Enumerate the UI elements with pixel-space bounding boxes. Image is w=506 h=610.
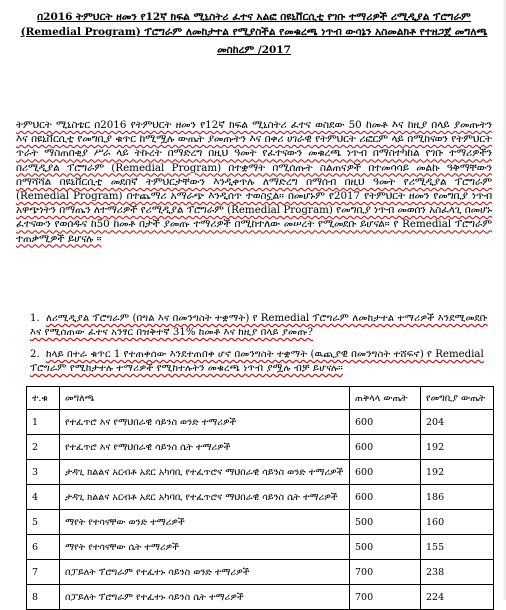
question-number: 2.	[30, 349, 40, 360]
row-description: በፓይለት ፕሮግራም የተፈተኑ ሳይንስ ሴት ተማሪዎች	[60, 585, 350, 610]
header-cutoff: የመግቢያ ውጤት	[421, 387, 494, 410]
row-number: 8	[27, 585, 60, 610]
row-description: የተፈጥሮ እና የማህበራዊ ሳይንስ ሴት ተማሪዎች	[60, 435, 350, 460]
row-number: 1	[27, 410, 60, 435]
row-total: 500	[350, 535, 421, 560]
row-cutoff: 192	[421, 460, 494, 485]
document-date: መስከረም /2017	[217, 44, 291, 56]
table-row	[27, 585, 494, 610]
question-item	[30, 312, 492, 340]
table-row	[27, 510, 494, 535]
table-row	[27, 535, 494, 560]
header-number: ተ.ቁ	[27, 387, 60, 410]
row-number: 3	[27, 460, 60, 485]
title-text: በ2016 ትምህርት ዘመን የ12ኛ ክፍል ሚኒስትሪ ፈተና አልፎ በዩኒቨርሲቲ የገቡ ተማሪዎች ሪሚዲያል ፕሮግራም (Remedial Program) ፕሮግራም ለመከታተል የሚያስችል የመቁረጫ ነጥብ ውሳኔን አስመልክቶ የተዘጋጀ መግለጫ	[20, 11, 488, 38]
row-cutoff: 160	[421, 510, 494, 535]
cutoff-table	[26, 386, 494, 610]
question-text: ለሪሚዲያል ፕሮግራም (በግል እና በመንግስት ተቋማት) የ Remedial ፕሮግራም ለመከታተል ተማሪዎች እንደሚመደቡ እና የሚሰጠው ፈተና አንፃር በዝቅተኛ 31% ከመቶ እና ከዚያ በላይ ያመጡ?	[30, 313, 488, 338]
table-row	[27, 560, 494, 585]
header-total: ጠቅላላ ውጤት	[350, 387, 421, 410]
row-number: 6	[27, 535, 60, 560]
row-number: 4	[27, 485, 60, 510]
table-row	[27, 410, 494, 435]
row-description: ማየት የተሳናቸው ሴት ተማሪዎች	[60, 535, 350, 560]
question-text: ከላይ በተራ ቁጥር 1 የተጠቀሰው እንደተጠበቀ ሆኖ በመንግስት ተቋማት (ዉጪያዊ በመንግስት ተሸፍኖ) የ Remedial ፕሮግራም የሚከታተሉ ተማሪዎች የሚከተሉትን መቁረጫ ነጥብ ያሟሉ ብቻ ይሆናሉ።	[30, 349, 484, 374]
row-total: 700	[350, 560, 421, 585]
table-row	[27, 460, 494, 485]
document-title	[18, 10, 490, 58]
row-total: 600	[350, 410, 421, 435]
question-item	[30, 348, 492, 376]
row-description: ታዳጊ ክልልና አርብቶ አደር አካባቢ የተፈጥሮና ማህበራዊ ሳይንስ ሴት ተማሪዎች	[60, 485, 350, 510]
table-header-row	[27, 387, 494, 410]
row-total: 600	[350, 485, 421, 510]
row-total: 500	[350, 510, 421, 535]
question-number: 1.	[30, 313, 40, 324]
row-cutoff: 224	[421, 585, 494, 610]
table-row	[27, 435, 494, 460]
row-total: 700	[350, 585, 421, 610]
row-cutoff: 192	[421, 435, 494, 460]
body-paragraph: ትምህርት ሚኒስቴር በ2016 የትምህርት ዘመን የ12ኛ ክፍል ሚኒስትሪ ፈተና ወስደው 50 ከመቶ እና ከዚያ በላይ ያመጡትን እና በዩኒቨርሲቲ የመግቢያ ቁጥር ከሚሟሉ ውጤት ያመጡትን እና በቀሪ ሀገራዊ የትምህርት ሪፎርም ላይ በሚከናወን የትምህርት ጥራት ማስጠበቂያ ሥራ ላይ ትኩረት በማድረግ በዚህ ዓመት የፈተናውን መቁረጫ ነጥብ በማስተካከል የገቡ ተማሪዎችን በሪሚዲያል ፕሮግራም (Remedial Program) በተቋማት በሚሰጡት ስልጠናዎች በተመሳሳይ መልኩ ዓቅማቸውን በማሻሻል በዩኒቨርሲቲ መደበኛ ትምህርታቸውን እንዲቀጥሉ ለማድረግ በማሰብ በዚህ ዓመት የሪሚዲያል ፕሮግራም (Remedial Program) በተጨማሪ አማራጭ እንዲሰጥ ተወስኗል። በመሆኑም የ2017 የትምህርት ዘመን የመግቢያ ነጥብ አዋጭነትን በማጤን ለተማሪዎች የሪሚዲያል ፕሮግራም (Remedial Program) የመግቢያ ነጥብ መወሰን አስፈላጊ በመሆኑ ፈተናውን የወሰዱና ከ50 ከመቶ በታች ያመጡ ተማሪዎች በሚከተለው መሠረት የሚመደቡ ይሆናል። የ Remedial ፕሮግራም ተጠቃሚዎች ይሆናሉ ።	[16, 119, 492, 245]
table-row	[27, 485, 494, 510]
row-number: 2	[27, 435, 60, 460]
row-description: የተፈጥሮ እና የማህበራዊ ሳይንስ ወንድ ተማሪዎች	[60, 410, 350, 435]
row-cutoff: 204	[421, 410, 494, 435]
row-number: 7	[27, 560, 60, 585]
page-edge-shadow	[502, 0, 506, 600]
row-total: 600	[350, 460, 421, 485]
row-description: ታዳጊ ክልልና አርብቶ አደር አካባቢ የተፈጥሮና ማህበራዊ ሳይንስ ወንድ ተማሪዎች	[60, 460, 350, 485]
row-description: በፓይለት ፕሮግራም የተፈተኑ ሳይንስ ወንድ ተማሪዎች	[60, 560, 350, 585]
row-cutoff: 155	[421, 535, 494, 560]
row-cutoff: 186	[421, 485, 494, 510]
row-cutoff: 238	[421, 560, 494, 585]
header-description: መግለጫ	[60, 387, 350, 410]
row-total: 600	[350, 435, 421, 460]
row-description: ማየት የተሳናቸው ወንድ ተማሪዎች	[60, 510, 350, 535]
row-number: 5	[27, 510, 60, 535]
